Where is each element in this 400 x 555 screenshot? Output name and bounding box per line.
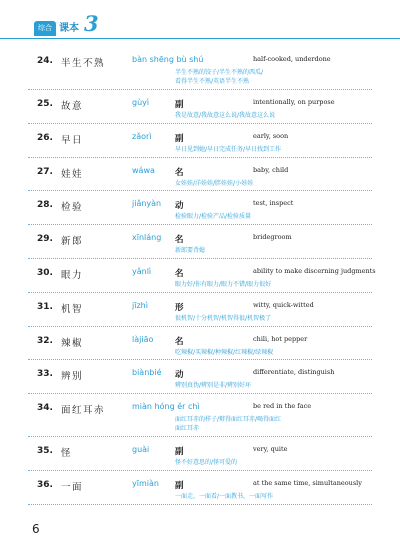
entry-example: 半生不熟的饺子/半生不熟的西瓜/ bbox=[175, 69, 264, 76]
entry-gloss: baby, child bbox=[253, 165, 289, 174]
vocab-entry bbox=[28, 394, 372, 437]
entry-pinyin: biànbié bbox=[132, 368, 162, 378]
entry-part-of-speech: 名 bbox=[175, 167, 184, 178]
entry-word: 机智 bbox=[61, 303, 84, 315]
vocab-entry bbox=[28, 471, 372, 505]
book-title: 课本 bbox=[59, 23, 79, 34]
entry-gloss: chili, hot pepper bbox=[253, 334, 308, 343]
entry-word: 眼力 bbox=[61, 269, 84, 281]
entry-pinyin: bàn shēng bù shú bbox=[132, 55, 204, 64]
entry-gloss: bridegroom bbox=[253, 233, 292, 242]
entry-part-of-speech: 副 bbox=[175, 447, 184, 458]
entry-pinyin: miàn hóng ěr chì bbox=[132, 402, 200, 412]
entry-pinyin: guài bbox=[132, 445, 150, 455]
entry-word: 辣椒 bbox=[61, 337, 84, 349]
entry-example: 面红耳赤 bbox=[175, 425, 200, 433]
entry-word: 早日 bbox=[61, 134, 84, 146]
header-rule bbox=[0, 38, 400, 39]
entry-part-of-speech: 动 bbox=[175, 201, 184, 212]
book-number: 3 bbox=[84, 11, 99, 36]
entry-pinyin: jīzhì bbox=[132, 300, 148, 310]
entry-number: 35. bbox=[37, 446, 53, 457]
entry-number: 27. bbox=[37, 166, 53, 177]
entry-part-of-speech: 副 bbox=[175, 480, 184, 491]
vocab-entry bbox=[28, 90, 372, 124]
entry-example: 看得半生不熟/英语半生不熟 bbox=[175, 78, 250, 85]
vocab-entry bbox=[28, 437, 372, 471]
entry-pinyin: yǎnlì bbox=[132, 266, 152, 276]
entry-gloss: very, quite bbox=[253, 445, 288, 454]
vocab-entry bbox=[28, 225, 372, 259]
entry-number: 36. bbox=[37, 479, 53, 490]
page-number: 6 bbox=[32, 522, 40, 536]
entry-example: 很机智/十分机智/机智得很/机智极了 bbox=[175, 314, 272, 322]
entry-pinyin: làjiāo bbox=[132, 334, 154, 344]
entry-pinyin: xīnláng bbox=[132, 233, 162, 243]
entry-example: 吃辣椒/买辣椒/种辣椒/红辣椒/绿辣椒 bbox=[175, 348, 274, 356]
vocab-entry bbox=[28, 191, 372, 225]
entry-gloss: half-cooked, underdone bbox=[253, 55, 331, 63]
entry-example: 面红耳赤的样子/辩得面红耳赤/喝得面红 bbox=[175, 416, 282, 424]
entry-gloss: be red in the face bbox=[253, 402, 312, 411]
entry-gloss: early, soon bbox=[253, 131, 289, 140]
entry-number: 31. bbox=[37, 301, 53, 312]
entry-word: 新郎 bbox=[61, 236, 84, 248]
header-tab bbox=[34, 21, 56, 36]
entry-number: 34. bbox=[37, 403, 53, 414]
entry-number: 26. bbox=[37, 132, 53, 143]
header-tab-label: 综合 bbox=[38, 24, 52, 32]
entry-example: 检验眼力/检验产品/检验质量 bbox=[175, 213, 252, 221]
entry-word: 故意 bbox=[61, 101, 84, 112]
vocab-entry bbox=[28, 124, 372, 158]
entry-example: 女娃娃/洋娃娃/胖娃娃/小娃娃 bbox=[175, 179, 254, 187]
entry-gloss: differentiate, distinguish bbox=[253, 368, 335, 377]
entry-word: 半生不熟 bbox=[61, 58, 106, 69]
entry-number: 28. bbox=[37, 200, 53, 211]
entry-example: 眼力好/你有眼力/眼力不错/眼力很好 bbox=[175, 280, 272, 288]
page-header bbox=[0, 0, 400, 42]
entry-part-of-speech: 副 bbox=[175, 100, 184, 110]
entry-number: 29. bbox=[37, 234, 53, 245]
entry-gloss: at the same time, simultaneously bbox=[253, 478, 362, 487]
entry-example: 新郎要背媳 bbox=[175, 247, 206, 255]
entry-number: 30. bbox=[37, 267, 53, 278]
entry-part-of-speech: 名 bbox=[175, 268, 184, 279]
entry-gloss: ability to make discerning judgments bbox=[253, 266, 376, 275]
entry-example: 一面走，一面看/一面教书，一面写作 bbox=[175, 492, 274, 500]
entry-part-of-speech: 动 bbox=[175, 370, 184, 381]
entry-example: 早日见到她/早日完成任务/早日找到工作 bbox=[175, 145, 282, 153]
entry-pinyin: gùyì bbox=[132, 98, 150, 107]
entry-word: 辨别 bbox=[61, 371, 84, 383]
entry-part-of-speech: 名 bbox=[175, 235, 184, 246]
entry-number: 32. bbox=[37, 335, 53, 346]
entry-gloss: intentionally, on purpose bbox=[253, 98, 335, 106]
entry-part-of-speech: 名 bbox=[175, 336, 184, 347]
vocab-entry bbox=[28, 259, 376, 293]
entry-word: 一面 bbox=[61, 481, 84, 493]
entry-example: 怪不好意思的/怪可爱的 bbox=[175, 459, 238, 467]
entry-example: 我是故意/我故意这么说/我故意这么说 bbox=[175, 112, 276, 119]
vocab-entry bbox=[28, 47, 372, 90]
entry-gloss: test, inspect bbox=[253, 199, 294, 208]
vocabulary-list bbox=[28, 47, 376, 505]
entry-pinyin: jiǎnyàn bbox=[132, 199, 162, 209]
entry-number: 33. bbox=[37, 369, 53, 380]
entry-number: 24. bbox=[37, 56, 53, 66]
entry-pinyin: yīmiàn bbox=[132, 478, 159, 488]
vocab-entry bbox=[28, 327, 372, 361]
entry-number: 25. bbox=[37, 99, 53, 109]
entry-example: 辨别真伪/辨别是非/辨别好坏 bbox=[175, 382, 252, 390]
vocab-entry bbox=[28, 360, 372, 394]
entry-word: 怪 bbox=[61, 448, 73, 460]
entry-pinyin: zǎorì bbox=[132, 131, 152, 141]
entry-gloss: witty, quick-witted bbox=[253, 300, 314, 309]
entry-word: 面红耳赤 bbox=[61, 405, 106, 417]
entry-part-of-speech: 形 bbox=[175, 302, 184, 313]
vocab-entry bbox=[28, 293, 372, 327]
entry-word: 娃娃 bbox=[61, 168, 84, 180]
entry-word: 检验 bbox=[61, 202, 84, 214]
entry-part-of-speech: 副 bbox=[175, 133, 184, 144]
entry-pinyin: wáwa bbox=[132, 165, 155, 175]
vocab-entry bbox=[28, 158, 372, 192]
